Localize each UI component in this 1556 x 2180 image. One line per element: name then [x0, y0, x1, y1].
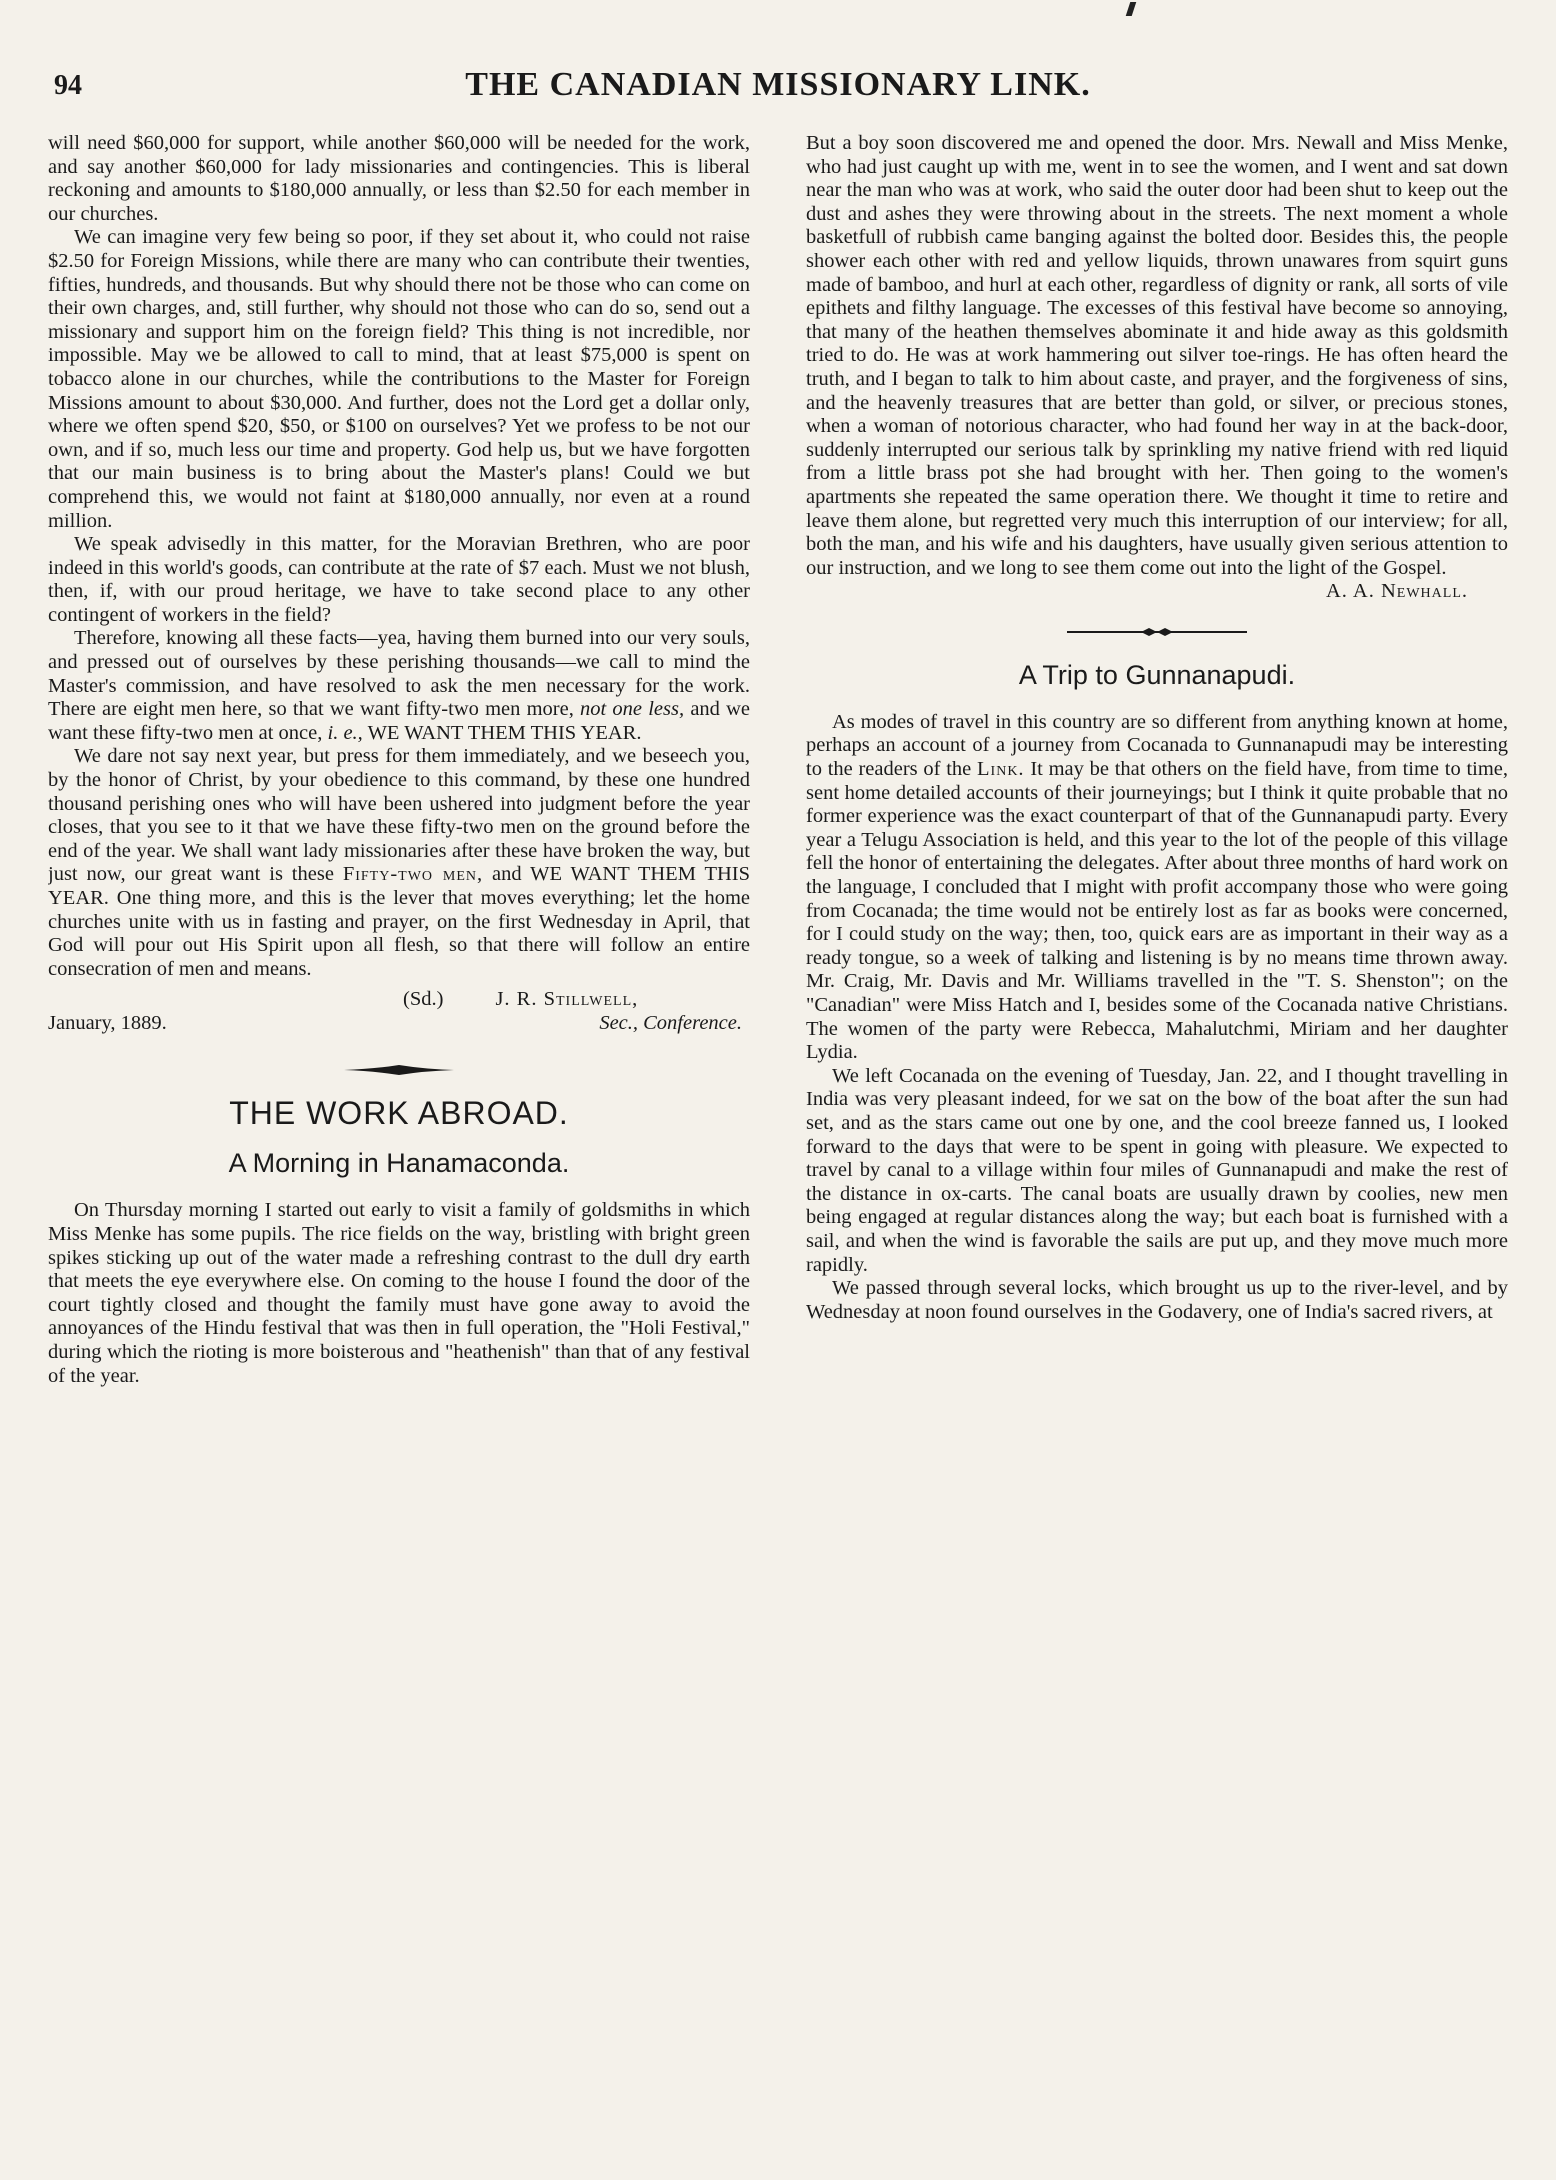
signature-newhall: A. A. Newhall.	[1326, 580, 1468, 603]
sig-title: Sec., Conference.	[599, 1012, 742, 1035]
text-run: Therefore, knowing all these facts—yea, having them burned into our very souls, and pressed out of ourselves by these perishing thousands—we call to mind the Master's commission, and have resolved to ask the men necessary for the work. There are eight men here, so that we want fifty-two men more,	[48, 627, 750, 721]
text-run: We dare not say next year, but press for them immediately, and we beseech you, by the honor of Christ, by your obedience to this command, by these one hundred thousand perishing ones who will have been ushered into judgment before the year closes, that you see to it that we have these fifty-two men on the ground before the end of the year. We shall want lady missionaries after these have broken the way, but just now, our great want is these	[48, 745, 750, 886]
sig-sd: (Sd.)	[403, 988, 444, 1011]
article-title: A Morning in Hanamaconda.	[228, 1148, 570, 1179]
columns	[48, 132, 1508, 2150]
emphasis-text: i. e.,	[327, 721, 363, 744]
right-column	[806, 132, 1508, 2150]
right-paragraph-1: But a boy soon discovered me and opened the door. Mrs. Newall and Miss Menke, who had just caught up with me, went in to see the women, and I went and sat down near the man who was at work, who said the outer door had been shut to keep out the dust and ashes they were throwing about in the streets. The next moment a whole basketfull of rubbish came banging against the bolted door. Besides this, the people shower each other with red and yellow liquids, thrown unawares from squirt guns made of bamboo, and hurl at each other, regardless of dignity or rank, all sorts of vile epithets and filthy language. The excesses of this festival have become so annoying, that many of the heathen themselves abominate it and hide away as this goldsmith tried to do. He was at work hammering out silver toe-rings. He has often heard the truth, and I began to talk to him about caste, and prayer, and the forgiveness of sins, and the heavenly treasures that are better than gold, or silver, or precious stones, when a woman of notorious character, who had found her way in at the back-door, suddenly interrupted our serious talk by sprinkling my native friend with red liquid from a little brass pot she had brought with her. Then going to the women's apartments she repeated the same operation there. We thought it time to retire and leave them alone, but regretted very much this interruption of our interview; for all, both the man, and his wife and his daughters, have usually given serious attention to our instruction, and we long to see them come out into the light of the Gospel.	[806, 132, 1508, 579]
text-run: It may be that others on the field have, from time to time, sent home detailed accounts of their journeyings; but I think it quite probable that no former experience was the exact counterpart of that of the Gunnanapudi party. Every year a Telugu Association is held, and this year to the lot of the people of this village fell the honor of entertaining the delegates. After about three months of hard work on the language, I concluded that I might with profit accompany those who were going from Cocanada; the time would not be entirely lost as far as books were concerned, for I could study on the way; then, too, quick ears are as important in their way as a ready tongue, so a week of talking and listening is by no means time thrown away. Mr. Craig, Mr. Davis and Mr. Williams travelled in the "T. S. Shenston"; on the "Canadian" were Miss Hatch and I, besides some of the Cocanada native Christians. The women of the party were Rebecca, Mahalutchmi, Miriam and her daughter Lydia.	[806, 758, 1508, 1064]
text-run: As modes of travel in this country are so different from anything known at home, perhaps an account of a journey from Cocanada to Gunnanapudi may be interesting to the readers of the	[806, 710, 1508, 781]
text-run: and we want these fifty-two men at once,	[48, 698, 750, 744]
left-paragraph-1: will need $60,000 for support, while another $60,000 will be needed for the work, and say another $60,000 for lady missionaries and contingencies. This is liberal reckoning and amounts to $180,000 annually, or less than $2.50 for each member in our churches.	[48, 132, 750, 225]
text-run: and WE WANT THEM THIS YEAR. One thing more, and this is the lever that moves everything; let the home churches unite with us in fasting and prayer, on the first Wednesday in April, that God will pour out His Spirit upon all flesh, so that there will follow an entire consecration of men and means.	[48, 863, 750, 980]
page-number: 94	[54, 70, 82, 101]
ornament-divider	[806, 626, 1508, 638]
left-paragraph-2: We can imagine very few being so poor, if they set about it, who could not raise $2.50 for Foreign Missions, while there are many who can contribute their twenties, fifties, hundreds, and thousands. But why should there not be those who can come on their own charges, and, still further, why should not those who can do so, send out a missionary and support him on the foreign field? This thing is not incredible, nor impossible. May we be allowed to call to mind, that at least $75,000 is spent on tobacco alone in our churches, while the contributions to the Master for Foreign Missions amount to about $30,000. And further, does not the Lord get a dollar only, where we often spend $20, $50, or $100 on ourselves? Yet we profess to be not our own, and if so, much less our time and property. God help us, but we have forgotten that our main business is to bring about the Master's plans! Could we but comprehend this, we would not faint at $180,000 annually, nor even at a round million.	[48, 226, 750, 532]
emphasis-text: not one less,	[580, 698, 685, 721]
masthead	[48, 40, 1508, 120]
left-column	[48, 132, 750, 2150]
signature-line-2	[48, 1011, 750, 1035]
journal-title: THE CANADIAN MISSIONARY LINK.	[465, 66, 1091, 103]
text-run: WE WANT THEM THIS YEAR.	[367, 721, 642, 744]
left-paragraph-4	[48, 627, 750, 745]
right-paragraph-2	[806, 711, 1508, 1065]
sig-date: January, 1889.	[48, 1012, 167, 1035]
right-paragraph-4: We passed through several locks, which brought us up to the river-level, and by Wednesday at noon found ourselves in the Godavery, one of India's sacred rivers, at	[806, 1277, 1508, 1323]
ornament-icon	[344, 1063, 454, 1077]
ink-mark	[1126, 2, 1137, 16]
document-page	[48, 40, 1508, 2150]
left-paragraph-5	[48, 745, 750, 981]
article-title: A Trip to Gunnanapudi.	[1018, 659, 1296, 690]
signature-line-1	[48, 987, 750, 1011]
signature-newhall-row	[806, 580, 1508, 604]
left-paragraph-6: On Thursday morning I started out early to visit a family of goldsmiths in which Miss Menke has some pupils. The rice fields on the way, bristling with bright green spikes sticking up out of the water made a refreshing contrast to the dull dry earth that meets the eye everywhere else. On coming to the house I found the door of the court tightly closed and thought the family must have gone away to avoid the annoyances of the Hindu festival that was then in full operation, the "Holi Festival," during which the rioting is more boisterous and "heathenish" than that of any festival of the year.	[48, 1199, 750, 1387]
right-paragraph-3: We left Cocanada on the evening of Tuesday, Jan. 22, and I thought travelling in India was very pleasant indeed, for we sat on the bow of the boat after the sun had set, and as the stars came out one by one, and the cool breeze fanned us, I looked forward to the days that were to be spent in going with pleasure. We expected to travel by canal to a village within four miles of Gunnanapudi and make the rest of the distance in ox-carts. The canal boats are usually drawn by coolies, new men being engaged at regular distances along the way; but each boat is furnished with a sail, and when the wind is favorable the sails are put up, and they move much more rapidly.	[806, 1064, 1508, 1276]
ornament-icon	[1067, 626, 1247, 638]
sig-name: J. R. Stillwell,	[495, 988, 639, 1011]
section-heading: THE WORK ABROAD.	[229, 1095, 569, 1132]
ornament-divider	[48, 1063, 750, 1077]
left-paragraph-3: We speak advisedly in this matter, for the Moravian Brethren, who are poor indeed in this world's goods, can contribute at the rate of $7 each. Must we not blush, then, if, with our proud heritage, we have to take second place to any other contingent of workers in the field?	[48, 533, 750, 626]
small-caps-text: Link.	[977, 758, 1025, 781]
small-caps-text: Fifty-two men,	[342, 863, 484, 886]
